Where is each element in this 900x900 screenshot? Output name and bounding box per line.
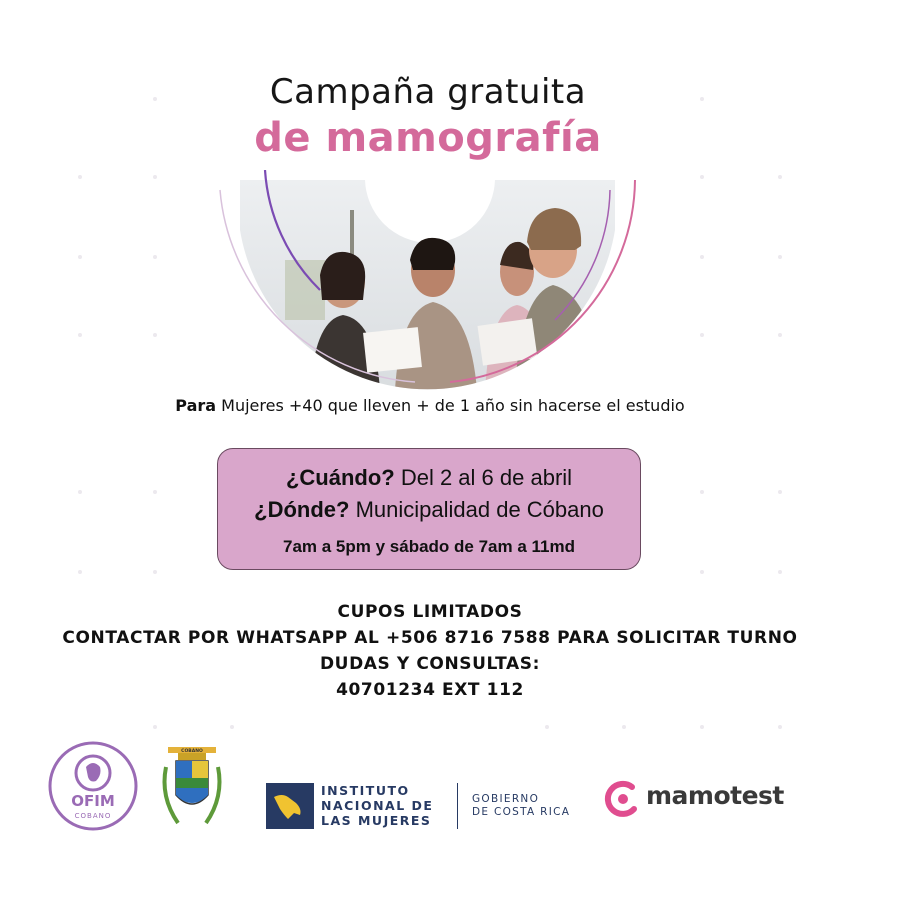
event-location [218,497,640,523]
phone-number: 40701234 EXT 112 [336,680,524,700]
gob-line-1: GOBIERNO [472,793,540,805]
event-info-box [217,448,641,570]
mamotest-icon [604,779,642,819]
audience-detail: Mujeres +40 que lleven + de 1 año sin hacerse el estudio [216,396,685,415]
inamu-line-3: LAS MUJERES [321,813,432,828]
audience-lead: Para [175,396,217,415]
government-name [472,793,570,819]
event-schedule: 7am a 5pm y sábado de 7am a 11md [283,537,575,556]
mamotest-logo-text: mamotest [646,781,784,810]
women-group-photo [215,170,645,390]
questions-label: DUDAS Y CONSULTAS: [319,654,541,674]
when-value: Del 2 al 6 de abril [394,465,573,490]
where-value: Municipalidad de Cóbano [349,497,604,522]
shield-banner-text: COBANO [181,749,203,754]
inamu-line-2: NACIONAL DE [321,798,434,813]
target-audience-text [0,396,860,415]
ofim-name: OFIM [71,792,115,810]
ofim-logo [48,741,138,831]
campaign-title-highlight: de mamografía [254,115,602,161]
whatsapp-contact-text: CONTACTAR POR WHATSAPP AL +506 8716 7588 PARA SOLICITAR TURNO [62,628,798,648]
campaign-title: Campaña gratuita [269,72,587,112]
inamu-logo-mark [266,783,314,829]
cobano-coat-of-arms [156,747,228,829]
event-date [218,465,640,491]
logo-divider [457,783,458,829]
limited-spots-text: CUPOS LIMITADOS [337,602,523,622]
inamu-line-1: INSTITUTO [321,783,410,798]
ofim-subtitle: COBANO [74,812,112,820]
inamu-name [321,783,433,828]
where-label: ¿Dónde? [254,497,350,522]
sponsor-logos [0,735,900,835]
when-label: ¿Cuándo? [285,465,395,490]
gob-line-2: DE COSTA RICA [472,806,571,818]
